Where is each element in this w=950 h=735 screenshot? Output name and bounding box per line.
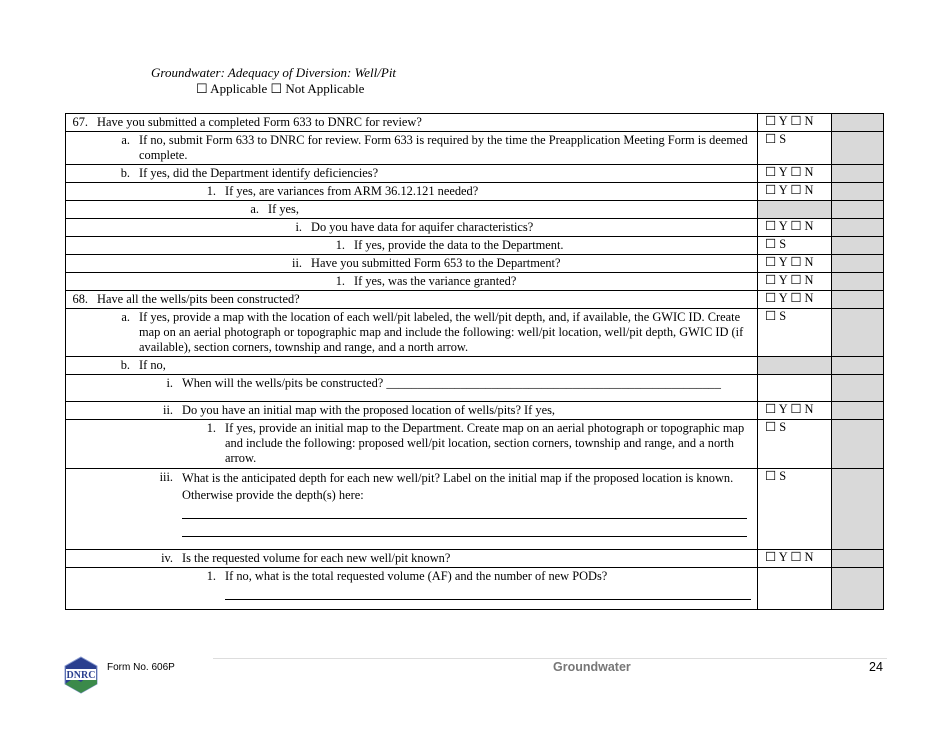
shaded-cell <box>832 309 884 357</box>
item-number: 1. <box>206 569 216 583</box>
table-row <box>66 375 884 402</box>
table-row <box>66 402 884 420</box>
submitted-checkbox[interactable]: ☐ S <box>758 309 832 357</box>
item-number: a. <box>121 133 130 147</box>
shaded-cell <box>832 255 884 273</box>
table-row <box>66 183 884 201</box>
shaded-cell <box>832 273 884 291</box>
yes-no-checkboxes[interactable]: ☐ Y ☐ N <box>758 255 832 273</box>
submitted-checkbox[interactable]: ☐ S <box>758 469 832 550</box>
yes-no-checkboxes[interactable]: ☐ Y ☐ N <box>758 183 832 201</box>
table-row <box>66 219 884 237</box>
table-row <box>66 273 884 291</box>
yes-no-checkboxes[interactable]: ☐ Y ☐ N <box>758 402 832 420</box>
table-row <box>66 132 884 165</box>
item-number: a. <box>250 202 259 216</box>
shaded-cell <box>832 550 884 568</box>
item-number: 1. <box>206 421 216 435</box>
table-row <box>66 568 884 610</box>
submitted-checkbox[interactable]: ☐ S <box>758 132 832 165</box>
question-text: If yes, provide the data to the Department. <box>354 238 564 252</box>
table-row <box>66 237 884 255</box>
question-text: If no, <box>139 358 166 372</box>
form-number: Form No. 606P <box>107 662 175 673</box>
submitted-checkbox[interactable]: ☐ S <box>758 237 832 255</box>
question-text: If no, submit Form 633 to DNRC for review. Form 633 is required by the time the Preapplication Meeting Form is deemed complete. <box>139 133 748 162</box>
applicability-options[interactable]: ☐ Applicable ☐ Not Applicable <box>196 81 365 96</box>
shaded-cell <box>832 132 884 165</box>
dnrc-logo-icon <box>62 656 100 694</box>
table-row <box>66 291 884 309</box>
yes-no-checkboxes[interactable]: ☐ Y ☐ N <box>758 165 832 183</box>
yes-no-checkboxes[interactable]: ☐ Y ☐ N <box>758 219 832 237</box>
shaded-cell <box>758 357 832 375</box>
shaded-cell <box>832 114 884 132</box>
yes-no-checkboxes[interactable]: ☐ Y ☐ N <box>758 291 832 309</box>
question-text: If yes, <box>268 202 299 216</box>
item-number: b. <box>120 166 130 180</box>
shaded-cell <box>832 420 884 469</box>
shaded-cell <box>832 165 884 183</box>
shaded-cell <box>832 201 884 219</box>
table-row <box>66 165 884 183</box>
depth-answer-line-1[interactable] <box>182 504 747 519</box>
shaded-cell <box>758 201 832 219</box>
question-text: If yes, provide an initial map to the Department. Create map on an aerial photograph or topographic map and include the following: proposed well/pit location, section corners, township and range, and a north arrow. <box>225 421 745 465</box>
item-number: 1. <box>335 274 345 288</box>
empty-answer-cell <box>758 375 832 402</box>
item-number: ii. <box>163 403 173 417</box>
item-number: 67. <box>72 115 88 129</box>
shaded-cell <box>832 219 884 237</box>
table-row <box>66 201 884 219</box>
question-text: If no, what is the total requested volume (AF) and the number of new PODs? <box>225 569 608 583</box>
shaded-cell <box>832 375 884 402</box>
yes-no-checkboxes[interactable]: ☐ Y ☐ N <box>758 550 832 568</box>
item-number: a. <box>121 310 130 324</box>
shaded-cell <box>832 402 884 420</box>
question-text: If yes, provide a map with the location of each well/pit labeled, the well/pit depth, and, if available, the GWIC ID. Create map on an aerial photograph or topographic map and include the following: well/pit location, well/pit depth, GWIC ID (if available), section corners, township and range, and a north arrow. <box>139 310 744 354</box>
table-row <box>66 420 884 469</box>
question-text: What is the anticipated depth for each new well/pit? Label on the initial map if the proposed location is known. Otherwise provide the depth(s) here: <box>182 471 734 502</box>
question-text: If yes, was the variance granted? <box>354 274 517 288</box>
item-number: ii. <box>292 256 302 270</box>
shaded-cell <box>832 291 884 309</box>
question-text: Have you submitted a completed Form 633 to DNRC for review? <box>97 115 422 129</box>
item-number: 1. <box>206 184 216 198</box>
table-row <box>66 469 884 550</box>
shaded-cell <box>832 568 884 610</box>
question-text: Have all the wells/pits been constructed? <box>97 292 300 306</box>
question-table <box>65 113 884 610</box>
shaded-cell <box>832 183 884 201</box>
shaded-cell <box>832 237 884 255</box>
shaded-cell <box>832 357 884 375</box>
question-text: Have you submitted Form 653 to the Department? <box>311 256 561 270</box>
page-number: 24 <box>869 660 883 674</box>
depth-answer-line-2[interactable] <box>182 522 747 537</box>
submitted-checkbox[interactable]: ☐ S <box>758 420 832 469</box>
item-number: iii. <box>159 470 173 484</box>
table-row <box>66 255 884 273</box>
question-text: If yes, did the Department identify deficiencies? <box>139 166 379 180</box>
section-title: Groundwater: Adequacy of Diversion: Well/Pit <box>151 65 397 80</box>
yes-no-checkboxes[interactable]: ☐ Y ☐ N <box>758 273 832 291</box>
question-text[interactable]: When will the wells/pits be constructed? ______________________________________________________ <box>182 376 721 390</box>
empty-answer-cell <box>758 568 832 610</box>
question-text: Do you have data for aquifer characteristics? <box>311 220 534 234</box>
item-number: i. <box>166 376 173 390</box>
logo-text: DNRC <box>66 670 96 681</box>
item-number: 68. <box>72 292 88 306</box>
item-number: 1. <box>335 238 345 252</box>
table-row <box>66 114 884 132</box>
table-row <box>66 357 884 375</box>
footer-section-name: Groundwater <box>553 660 631 674</box>
yes-no-checkboxes[interactable]: ☐ Y ☐ N <box>758 114 832 132</box>
item-number: b. <box>120 358 130 372</box>
item-number: i. <box>295 220 302 234</box>
volume-answer-line[interactable] <box>225 585 751 600</box>
footer-divider <box>213 658 887 659</box>
question-text: If yes, are variances from ARM 36.12.121 needed? <box>225 184 479 198</box>
shaded-cell <box>832 469 884 550</box>
question-text: Do you have an initial map with the proposed location of wells/pits? If yes, <box>182 403 556 417</box>
item-number: iv. <box>161 551 173 565</box>
table-row <box>66 550 884 568</box>
question-text: Is the requested volume for each new well/pit known? <box>182 551 451 565</box>
table-row <box>66 309 884 357</box>
